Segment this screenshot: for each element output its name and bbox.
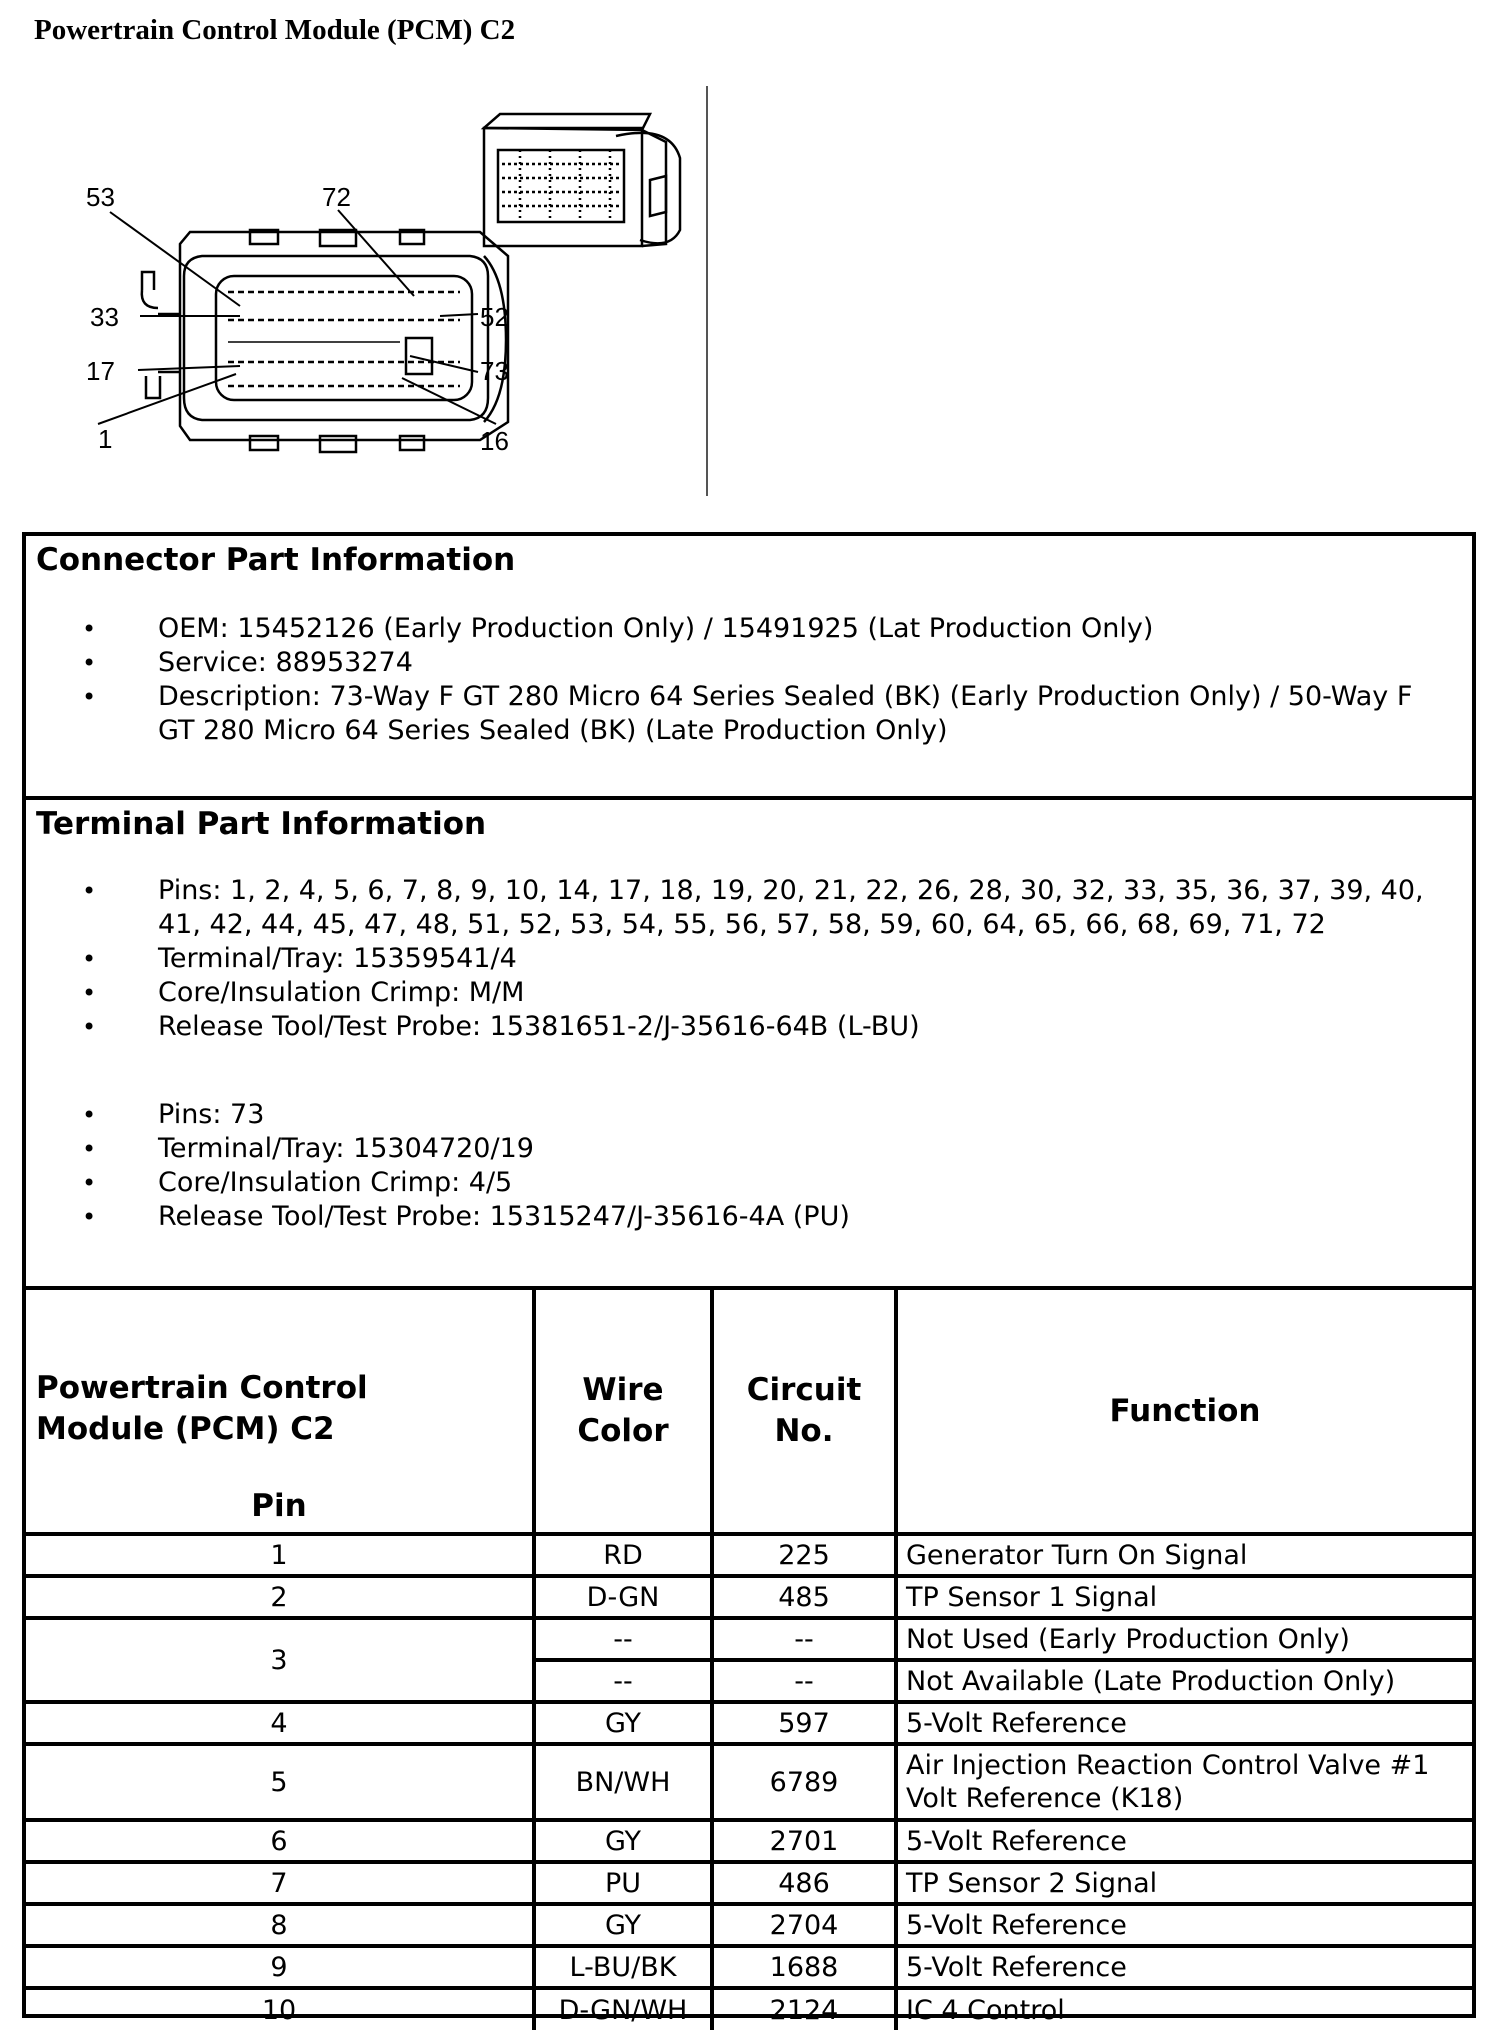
- circuit-cell: 6789: [712, 1744, 896, 1820]
- list-item: • Pins: 73: [82, 1098, 1452, 1132]
- header-circuit-line1: Circuit: [746, 1372, 862, 1408]
- pin-table: [26, 1290, 1472, 2030]
- terminal-group-a: [82, 874, 1452, 1044]
- terminal-part-heading: Terminal Part Information: [36, 806, 487, 842]
- function-cell: 5-Volt Reference: [896, 1702, 1472, 1744]
- function-cell: Air Injection Reaction Control Valve #1 Volt Reference (K18): [896, 1744, 1472, 1820]
- circuit-cell: --: [712, 1660, 896, 1702]
- function-cell: 5-Volt Reference: [896, 1904, 1472, 1946]
- pin-label-1: 1: [98, 424, 113, 454]
- wire-cell: D-GN/WH: [534, 1988, 712, 2030]
- pin-cell: 2: [26, 1576, 534, 1618]
- pin-label-73: 73: [480, 356, 509, 386]
- pin-leader-lines: [98, 210, 496, 424]
- list-item: • Terminal/Tray: 15359541/4: [82, 942, 1452, 976]
- header-pcm-line1: Powertrain Control: [36, 1370, 368, 1406]
- circuit-cell: 2701: [712, 1820, 896, 1862]
- list-item: • Release Tool/Test Probe: 15315247/J-35616-4A (PU): [82, 1200, 1452, 1234]
- pin-label-17: 17: [86, 356, 115, 386]
- function-cell: Generator Turn On Signal: [896, 1534, 1472, 1576]
- circuit-cell: 485: [712, 1576, 896, 1618]
- wire-cell: GY: [534, 1702, 712, 1744]
- table-row: [26, 1820, 1472, 1862]
- pin-cell: 1: [26, 1534, 534, 1576]
- wire-cell: D-GN: [534, 1576, 712, 1618]
- connector-3d-icon: [484, 114, 680, 246]
- terminal-group-b: [82, 1098, 1452, 1234]
- pin-cell: 5: [26, 1744, 534, 1820]
- terminal-part-info: [26, 800, 1472, 1290]
- function-cell: Not Used (Early Production Only): [896, 1618, 1472, 1660]
- list-item: • OEM: 15452126 (Early Production Only) / 15491925 (Lat Production Only): [82, 612, 1452, 646]
- pin-cell: 10: [26, 1988, 534, 2030]
- vertical-divider: [706, 86, 708, 496]
- header-circuit-no: [712, 1290, 896, 1534]
- table-row: [26, 1744, 1472, 1820]
- table-row: [26, 1904, 1472, 1946]
- pin-cell: 9: [26, 1946, 534, 1988]
- function-cell: TP Sensor 2 Signal: [896, 1862, 1472, 1904]
- header-pcm-line2: Module (PCM) C2: [36, 1411, 335, 1447]
- pin-label-52: 52: [480, 302, 509, 332]
- wire-cell: L-BU/BK: [534, 1946, 712, 1988]
- table-row: [26, 1988, 1472, 2030]
- page-title: Powertrain Control Module (PCM) C2: [34, 14, 516, 46]
- header-function: Function: [896, 1290, 1472, 1534]
- wire-cell: PU: [534, 1862, 712, 1904]
- list-item: • Core/Insulation Crimp: 4/5: [82, 1166, 1452, 1200]
- table-row: [26, 1576, 1472, 1618]
- function-cell: 5-Volt Reference: [896, 1820, 1472, 1862]
- circuit-cell: 2124: [712, 1988, 896, 2030]
- wire-cell: --: [534, 1618, 712, 1660]
- function-cell: IC 4 Control: [896, 1988, 1472, 2030]
- circuit-cell: 597: [712, 1702, 896, 1744]
- table-row: [26, 1862, 1472, 1904]
- function-cell: TP Sensor 1 Signal: [896, 1576, 1472, 1618]
- pin-label-16: 16: [480, 426, 509, 456]
- wire-cell: RD: [534, 1534, 712, 1576]
- list-item: • Release Tool/Test Probe: 15381651-2/J-35616-64B (L-BU): [82, 1010, 1452, 1044]
- connector-info-frame: [22, 532, 1476, 2026]
- wire-cell: GY: [534, 1904, 712, 1946]
- circuit-cell: 486: [712, 1862, 896, 1904]
- pin-cell: 6: [26, 1820, 534, 1862]
- header-wire-line2: Color: [577, 1413, 669, 1449]
- connector-part-list: [82, 612, 1452, 748]
- wire-cell: --: [534, 1660, 712, 1702]
- pin-label-72: 72: [322, 182, 351, 212]
- header-circuit-line2: No.: [774, 1413, 834, 1449]
- connector-drawing: [80, 80, 720, 500]
- header-pin-label: Pin: [251, 1488, 307, 1524]
- table-row: [26, 1946, 1472, 1988]
- list-item: • Pins: 1, 2, 4, 5, 6, 7, 8, 9, 10, 14, 17, 18, 19, 20, 21, 22, 26, 28, 30, 32, 33, 35, 36, 37, 39, 40, 41, 42, 44, 45, 47, 48, 51, 52, 53, 54, 55, 56, 57, 58, 59, 60, 64, 65, 66, 68, 69, 71, 72: [82, 874, 1452, 942]
- connector-face: [142, 230, 508, 452]
- wire-cell: GY: [534, 1820, 712, 1862]
- header-pin: [26, 1290, 534, 1534]
- pin-label-33: 33: [90, 302, 119, 332]
- circuit-cell: 1688: [712, 1946, 896, 1988]
- pin-cell: 3: [26, 1618, 534, 1702]
- table-row: [26, 1534, 1472, 1576]
- circuit-cell: 2704: [712, 1904, 896, 1946]
- list-item: • Description: 73-Way F GT 280 Micro 64 Series Sealed (BK) (Early Production Only) / 50-Way F GT 280 Micro 64 Series Sealed (BK) (Late Production Only): [82, 680, 1452, 748]
- circuit-cell: --: [712, 1618, 896, 1660]
- function-cell: 5-Volt Reference: [896, 1946, 1472, 1988]
- list-item: • Core/Insulation Crimp: M/M: [82, 976, 1452, 1010]
- table-row: [26, 1618, 1472, 1660]
- header-wire-line1: Wire: [582, 1372, 664, 1408]
- list-item: • Service: 88953274: [82, 646, 1452, 680]
- header-wire-color: [534, 1290, 712, 1534]
- connector-part-info: [26, 536, 1472, 800]
- pin-label-53: 53: [86, 182, 115, 212]
- pin-cell: 7: [26, 1862, 534, 1904]
- pin-cell: 4: [26, 1702, 534, 1744]
- pin-cell: 8: [26, 1904, 534, 1946]
- connector-part-heading: Connector Part Information: [36, 542, 516, 578]
- list-item: • Terminal/Tray: 15304720/19: [82, 1132, 1452, 1166]
- function-cell: Not Available (Late Production Only): [896, 1660, 1472, 1702]
- connector-diagram: [80, 80, 720, 500]
- table-row: [26, 1702, 1472, 1744]
- wire-cell: BN/WH: [534, 1744, 712, 1820]
- circuit-cell: 225: [712, 1534, 896, 1576]
- table-header-row: [26, 1290, 1472, 1534]
